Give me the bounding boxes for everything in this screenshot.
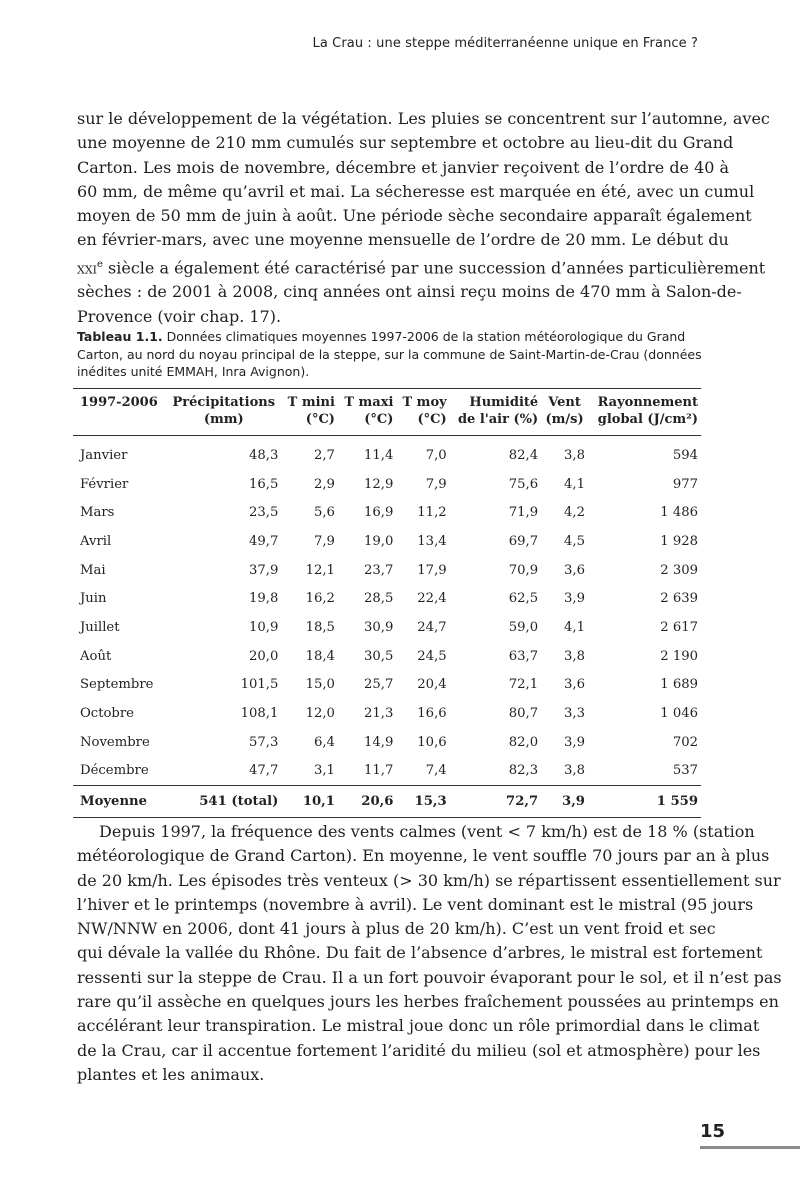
column-header-line: 1997-2006 <box>80 395 158 410</box>
table-header-row <box>73 389 701 436</box>
value-cell: 4,1 <box>564 476 585 492</box>
text-line: Provence (voir chap. 17). <box>77 306 282 326</box>
value-cell: 5,6 <box>313 505 335 521</box>
column-header <box>338 389 396 436</box>
column-header-line: global (J/cm²) <box>597 412 698 427</box>
value-cell: 16,9 <box>364 505 394 521</box>
value-cell: 16,6 <box>417 706 447 722</box>
table-row <box>73 613 701 642</box>
value-cell: 4,1 <box>564 619 585 635</box>
value-cell: 20,4 <box>417 677 447 693</box>
value-cell: 1 689 <box>660 677 698 693</box>
value-cell: 71,9 <box>508 505 539 521</box>
value-cell: 63,7 <box>508 648 539 664</box>
value-cell: 22,4 <box>417 591 447 607</box>
text-line: ressenti sur la steppe de Crau. Il a un fort pouvoir évaporant pour le sol, et il n’est pas <box>77 967 782 987</box>
month-cell: Novembre <box>80 734 150 750</box>
value-cell: 25,7 <box>364 677 394 693</box>
text-line: sur le développement de la végétation. Les pluies se concentrent sur l’automne, avec <box>77 109 770 128</box>
value-cell: 12,9 <box>364 476 394 492</box>
column-header <box>396 389 449 436</box>
value-cell: 7,9 <box>425 476 447 492</box>
running-header: La Crau : une steppe méditerranéenne unique en France ? <box>312 36 698 51</box>
column-header <box>281 389 338 436</box>
value-cell: 7,9 <box>313 533 335 549</box>
value-cell: 18,5 <box>305 619 335 635</box>
value-cell: 16,5 <box>249 476 279 492</box>
month-cell: Mai <box>80 562 106 578</box>
column-header <box>73 389 166 436</box>
value-cell: 108,1 <box>240 706 279 722</box>
text-line: qui dévale la vallée du Rhône. Du fait de l’absence d’arbres, le mistral est fortement <box>77 943 763 963</box>
table-row <box>73 728 701 757</box>
text-segment: siècle a également été caractérisé par une succession d’années particulièrement <box>102 258 766 278</box>
value-cell: 4,5 <box>564 533 585 549</box>
value-cell: 59,0 <box>508 619 539 635</box>
text-line: Carton. Les mois de novembre, décembre et janvier reçoivent de l’ordre de 40 à <box>77 157 730 177</box>
average-value-cell: 1 559 <box>656 794 698 810</box>
value-cell: 4,2 <box>564 505 585 521</box>
column-header-line: Précipitations <box>172 395 276 410</box>
text-line: NW/NNW en 2006, dont 41 jours à plus de 20 km/h). C’est un vent froid et sec <box>77 919 716 939</box>
text-line: accélérant leur transpiration. Le mistral joue donc un rôle primordial dans le climat <box>77 1016 760 1036</box>
value-cell: 12,1 <box>305 562 335 578</box>
value-cell: 57,3 <box>249 734 279 750</box>
value-cell: 2 639 <box>660 591 698 607</box>
text-line: en février-mars, avec une moyenne mensuelle de l’ordre de 20 mm. Le début du <box>77 230 729 250</box>
value-cell: 7,4 <box>425 763 447 779</box>
month-cell: Août <box>80 648 112 664</box>
column-header-line: Humidité <box>469 395 539 410</box>
text-line: Depuis 1997, la fréquence des vents calmes (vent < 7 km/h) est de 18 % (station <box>99 822 755 841</box>
month-cell: Janvier <box>80 447 128 463</box>
table-row <box>73 527 701 556</box>
text-line: de la Crau, car il accentue fortement l’aridité du milieu (sol et atmosphère) pour les <box>77 1040 761 1060</box>
text-line: 60 mm, de même qu’avril et mai. La sécheresse est marquée en été, avec un cumul <box>77 181 755 201</box>
value-cell: 24,7 <box>417 619 447 635</box>
text-line <box>77 253 766 281</box>
value-cell: 1 046 <box>660 706 698 722</box>
column-header <box>450 389 541 436</box>
table-row <box>73 436 701 470</box>
value-cell: 30,5 <box>364 648 394 664</box>
value-cell: 23,5 <box>249 505 279 521</box>
table-row <box>73 556 701 585</box>
climate-data-table <box>73 388 701 818</box>
value-cell: 2 617 <box>660 619 698 635</box>
value-cell: 2,7 <box>313 447 335 463</box>
table-row <box>73 470 701 499</box>
column-header-line: T mini <box>287 395 335 410</box>
value-cell: 3,8 <box>564 648 585 664</box>
text-line: sèches : de 2001 à 2008, cinq années ont ainsi reçu moins de 470 mm à Salon-de- <box>77 282 742 302</box>
value-cell: 3,6 <box>564 562 585 578</box>
table-row <box>73 498 701 527</box>
table-row <box>73 757 701 786</box>
footer-rule <box>700 1146 800 1149</box>
text-line: l’hiver et le printemps (novembre à avril). Le vent dominant est le mistral (95 jours <box>77 894 754 914</box>
value-cell: 702 <box>672 734 698 750</box>
value-cell: 11,2 <box>417 505 447 521</box>
paragraph-1 <box>77 107 770 329</box>
value-cell: 7,0 <box>425 447 447 463</box>
value-cell: 594 <box>672 447 698 463</box>
average-value-cell: 10,1 <box>302 794 335 810</box>
value-cell: 24,5 <box>417 648 447 664</box>
value-cell: 20,0 <box>249 648 279 664</box>
value-cell: 3,1 <box>313 763 335 779</box>
value-cell: 37,9 <box>249 562 279 578</box>
text-line: plantes et les animaux. <box>77 1064 265 1084</box>
average-value-cell: 3,9 <box>562 794 585 810</box>
value-cell: 16,2 <box>305 591 335 607</box>
table-caption <box>77 328 702 381</box>
table-row <box>73 642 701 671</box>
month-cell: Octobre <box>80 706 134 722</box>
value-cell: 69,7 <box>508 533 539 549</box>
month-cell: Juin <box>80 591 107 607</box>
value-cell: 11,7 <box>364 763 394 779</box>
column-header-line: (°C) <box>417 412 447 427</box>
value-cell: 3,6 <box>564 677 585 693</box>
value-cell: 10,9 <box>249 619 279 635</box>
month-cell: Mars <box>80 505 115 521</box>
month-cell: Décembre <box>80 763 149 779</box>
column-header-line: (°C) <box>305 412 335 427</box>
column-header-line: Vent <box>548 395 581 410</box>
value-cell: 6,4 <box>313 734 335 750</box>
value-cell: 30,9 <box>364 619 394 635</box>
value-cell: 1 928 <box>660 533 698 549</box>
value-cell: 70,9 <box>508 562 539 578</box>
value-cell: 3,9 <box>564 591 585 607</box>
column-header <box>541 389 588 436</box>
paragraph-2 <box>77 820 782 1087</box>
century-superscript: e <box>97 258 103 270</box>
value-cell: 82,4 <box>508 447 539 463</box>
column-header-line: (°C) <box>364 412 394 427</box>
column-header-line: de l'air (%) <box>457 412 539 427</box>
text-line: moyen de 50 mm de juin à août. Une période sèche secondaire apparaît également <box>77 206 752 226</box>
value-cell: 47,7 <box>249 763 279 779</box>
value-cell: 12,0 <box>305 706 335 722</box>
value-cell: 62,5 <box>508 591 539 607</box>
column-header-line: T moy <box>402 395 447 410</box>
average-value-cell: 15,3 <box>414 794 447 810</box>
table-row <box>73 584 701 613</box>
value-cell: 537 <box>672 763 698 779</box>
table-caption-label: Tableau 1.1. <box>77 329 163 344</box>
value-cell: 80,7 <box>508 706 539 722</box>
value-cell: 75,6 <box>508 476 539 492</box>
table-caption-text: Données climatiques moyennes 1997-2006 de la station météorologique du Grand Carton, au nord du noyau principal de la steppe, sur la commune de Saint-Martin-de-Crau (données inédites unité EMMAH, Inra Avignon). <box>77 329 702 379</box>
value-cell: 3,8 <box>564 763 585 779</box>
month-cell: Septembre <box>80 677 154 693</box>
average-label-cell: Moyenne <box>80 794 148 810</box>
column-header <box>588 389 701 436</box>
column-header-line: Rayonnement <box>597 395 698 410</box>
month-cell: Juillet <box>80 619 120 635</box>
value-cell: 3,3 <box>564 706 585 722</box>
value-cell: 21,3 <box>364 706 394 722</box>
value-cell: 82,3 <box>508 763 539 779</box>
value-cell: 72,1 <box>508 677 539 693</box>
text-line: une moyenne de 210 mm cumulés sur septembre et octobre au lieu-dit du Grand <box>77 133 734 153</box>
value-cell: 28,5 <box>364 591 394 607</box>
value-cell: 48,3 <box>249 447 279 463</box>
value-cell: 13,4 <box>417 533 447 549</box>
value-cell: 49,7 <box>249 533 279 549</box>
value-cell: 19,0 <box>364 533 394 549</box>
value-cell: 2 309 <box>660 562 698 578</box>
text-line: rare qu’il assèche en quelques jours les herbes fraîchement poussées au printemps en <box>77 992 779 1012</box>
table-row <box>73 671 701 700</box>
month-cell: Février <box>80 476 129 492</box>
value-cell: 3,8 <box>564 447 585 463</box>
value-cell: 23,7 <box>364 562 394 578</box>
average-value-cell: 541 (total) <box>199 794 279 810</box>
value-cell: 2 190 <box>660 648 698 664</box>
value-cell: 10,6 <box>417 734 447 750</box>
value-cell: 3,9 <box>564 734 585 750</box>
value-cell: 18,4 <box>305 648 335 664</box>
value-cell: 2,9 <box>313 476 335 492</box>
value-cell: 19,8 <box>249 591 279 607</box>
column-header-line: (mm) <box>203 412 244 427</box>
column-header <box>166 389 281 436</box>
text-line: météorologique de Grand Carton). En moyenne, le vent souffle 70 jours par an à plus <box>77 846 770 866</box>
page-number: 15 <box>700 1121 726 1142</box>
average-value-cell: 20,6 <box>361 794 394 810</box>
value-cell: 15,0 <box>305 677 335 693</box>
table-average-row <box>73 786 701 818</box>
column-header-line: (m/s) <box>545 412 584 427</box>
value-cell: 14,9 <box>364 734 394 750</box>
text-line: de 20 km/h. Les épisodes très venteux (> 30 km/h) se répartissent essentiellement sur <box>77 870 781 890</box>
value-cell: 17,9 <box>417 562 447 578</box>
value-cell: 1 486 <box>660 505 698 521</box>
value-cell: 11,4 <box>364 447 394 463</box>
value-cell: 101,5 <box>240 677 279 693</box>
century-numeral: xxi <box>77 258 98 278</box>
table-row <box>73 699 701 728</box>
month-cell: Avril <box>80 533 112 549</box>
value-cell: 82,0 <box>508 734 539 750</box>
average-value-cell: 72,7 <box>506 794 539 810</box>
column-header-line: T maxi <box>344 395 394 410</box>
value-cell: 977 <box>672 476 698 492</box>
